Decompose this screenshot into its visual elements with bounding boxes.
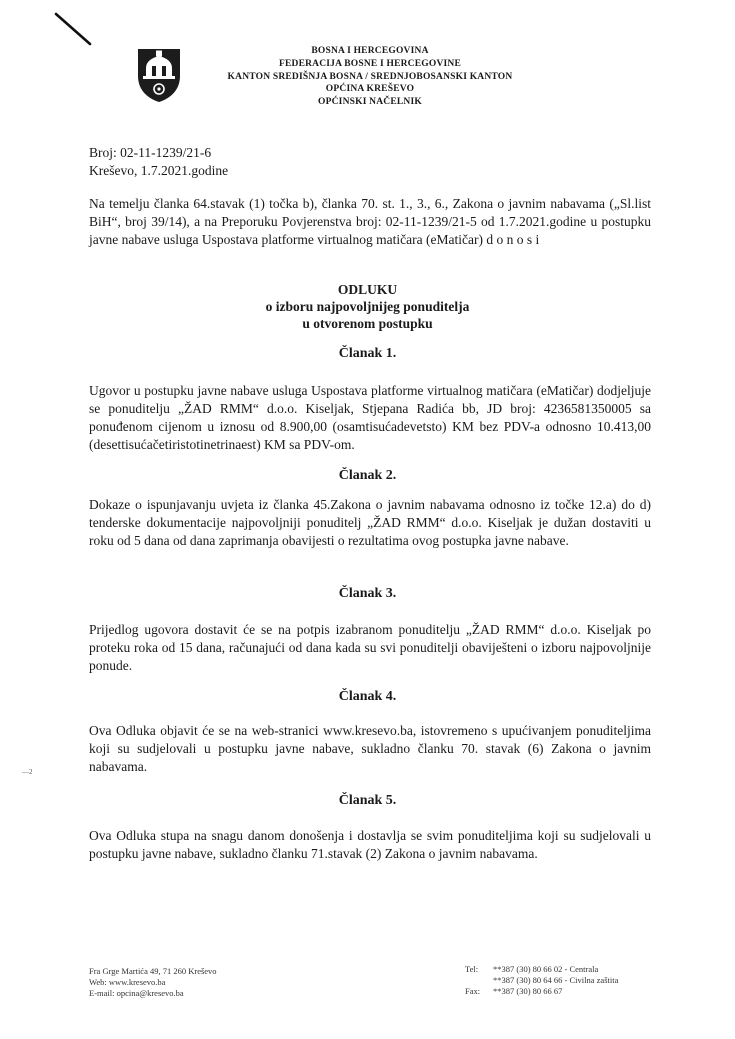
document-meta [89, 144, 228, 180]
scan-stroke-mark [54, 8, 94, 48]
article-5-text: Ova Odluka stupa na snagu danom donošenja i dostavlja se svim ponuditeljima koji su sudjelovali u postupku javne nabave, sukladno članku 71.stavak (2) Zakona o javnim nabavama. [89, 828, 651, 861]
article-3-text: Prijedlog ugovora dostavit će se na potpis izabranom ponuditelju „ŽAD RMM“ d.o.o. Kiseljak po proteku roka od 15 dana, računajući od dana kada su svi ponuditelji obaviješteni o izboru najpovoljnije ponude. [89, 622, 651, 673]
decision-title-sub2: u otvorenom postupku [302, 316, 433, 331]
kresevo-coat-of-arms-icon [135, 46, 183, 104]
margin-mark: —2 [22, 768, 33, 776]
footer-fax-label: Fax: [465, 986, 481, 996]
footer-address: Fra Grge Martića 49, 71 260 Kreševo [89, 966, 217, 976]
document-place-date: Kreševo, 1.7.2021.godine [89, 163, 229, 178]
header-line-canton: KANTON SREDIŠNJA BOSNA / SREDNJOBOSANSKI KANTON [227, 71, 513, 82]
article-4-text: Ova Odluka objavit će se na web-stranici www.kresevo.ba, istovremeno s upućivanjem ponuditeljima koji su sudjelovali u postupku javne nabave, sukladno članku 70. stavak (6) Zakona o javnim nabavama. [89, 723, 651, 774]
footer-contact-left [89, 966, 217, 999]
article-1-heading: Članak 1. [338, 346, 397, 361]
document-number: Broj: 02-11-1239/21-6 [89, 145, 212, 160]
article-2-text: Dokaze o ispunjavanju uvjeta iz članka 45.Zakona o javnim nabavama odnosno iz točke 12.a) do d) tenderske dokumentacije najpovoljniji ponuditelj „ŽAD RMM“ d.o.o. Kiseljak je dužan dostaviti u roku od 5 dana od dana zaprimanja obavijesti o rezultatima ovog postupka javne nabave. [89, 497, 651, 548]
header-line-federation: FEDERACIJA BOSNE I HERCEGOVINE [278, 58, 462, 69]
institution-header [205, 45, 535, 109]
footer-tel-label: Tel: [465, 964, 479, 974]
footer-email: E-mail: opcina@kresevo.ba [89, 988, 184, 998]
header-line-country: BOSNA I HERCEGOVINA [311, 46, 429, 56]
article-5-heading: Članak 5. [338, 793, 397, 808]
footer-contact-right [465, 964, 618, 997]
footer-tel-central: **387 (30) 80 66 02 - Centrala [493, 964, 599, 974]
footer-fax: **387 (30) 80 66 67 [493, 986, 563, 996]
footer-tel-civil: **387 (30) 80 64 66 - Civilna zaštita [493, 975, 619, 985]
header-line-office: OPĆINSKI NAČELNIK [318, 97, 422, 108]
article-3-heading: Članak 3. [338, 586, 397, 601]
intro-paragraph: Na temelju članka 64.stavak (1) točka b), članka 70. st. 1., 3., 6., Zakona o javnim nabavama („Sl.list BiH“, broj 39/14), a na Preporuku Povjerenstva broj: 02-11-1239/21-5 od 1.7.2021.godine u postupku javne nabave usluga Uspostava platforme virtualnog matičara (eMatičar) d o n o s i [89, 196, 651, 247]
article-4-heading: Članak 4. [338, 689, 397, 704]
footer-web: Web: www.kresevo.ba [89, 977, 166, 987]
decision-title [0, 281, 735, 332]
decision-title-main: ODLUKU [337, 282, 398, 297]
article-1-text: Ugovor u postupku javne nabave usluga Uspostava platforme virtualnog matičara (eMatičar) dodjeljuje se ponuditelju „ŽAD RMM“ d.o.o. Kiseljak, Stjepana Radića bb, JD broj: 4236581350005 sa ponuđenom cijenom u iznosu od 8.900,00 (osamtisućadevetsto) KM bez PDV-a odnosno 10.413,00 (desettisućačetiristotinetrinaest) KM sa PDV-om. [89, 383, 651, 452]
article-2-heading: Članak 2. [338, 468, 397, 483]
decision-title-sub1: o izboru najpovoljnijeg ponuditelja [265, 299, 470, 314]
header-line-municipality: OPĆINA KREŠEVO [325, 84, 415, 95]
